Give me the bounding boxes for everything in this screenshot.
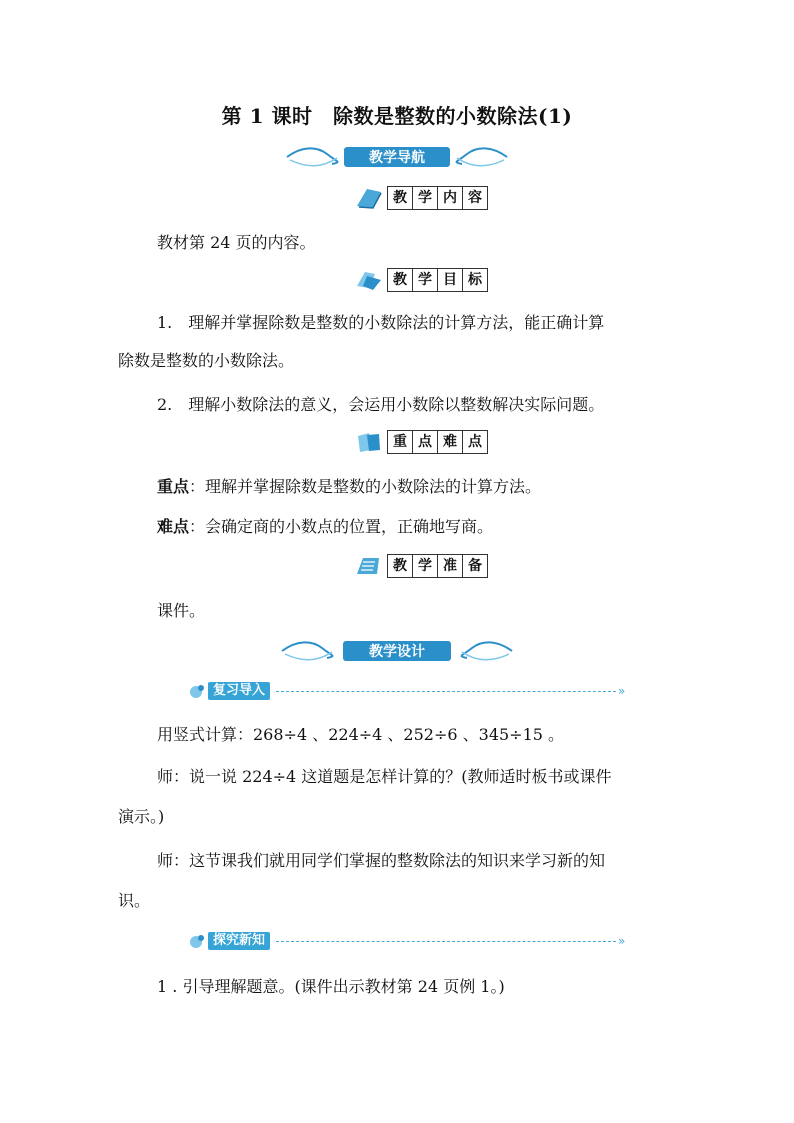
banner-design-label: 教学设计 xyxy=(369,644,425,660)
teacher-1-line-1: 师：说一说 224÷4 这道题是怎样计算的？(教师适时板书或课件 xyxy=(157,767,612,786)
key-label: 重点 xyxy=(157,477,190,496)
goal-1-line-2: 除数是整数的小数除法。 xyxy=(118,351,295,370)
pill-explore-label: 探究新知 xyxy=(208,932,270,950)
section-title-goals: 教 学 目 标 xyxy=(387,268,488,292)
section-header-prep xyxy=(355,554,488,578)
section-title-key: 重 点 难 点 xyxy=(387,430,488,454)
page-title: 第 1 课时 除数是整数的小数除法(1) xyxy=(221,104,573,128)
sparkle-icon xyxy=(186,932,208,950)
banner-scroll-icon xyxy=(282,142,512,172)
teacher-2-line-2: 识。 xyxy=(118,891,151,910)
book-icon xyxy=(355,186,383,210)
teacher-1-line-2: 演示。) xyxy=(118,807,165,826)
pill-review xyxy=(186,682,625,700)
difficulty-point xyxy=(157,512,493,542)
review-calc: 用竖式计算：268÷4 、224÷4 、252÷6 、345÷15 。 xyxy=(157,725,565,744)
double-chevron-icon: » xyxy=(618,934,626,948)
banner-scroll-icon xyxy=(277,636,517,666)
goal-1-line-1: 1. 理解并掌握除数是整数的小数除法的计算方法，能正确计算 xyxy=(157,313,605,332)
difficulty-text: ：会确定商的小数点的位置，正确地写商。 xyxy=(189,517,494,536)
section-header-goals xyxy=(355,268,488,292)
banner-nav-label: 教学导航 xyxy=(369,150,425,166)
section-header-content xyxy=(355,186,488,210)
prep-text: 课件。 xyxy=(157,601,206,620)
explore-step-1: 1 . 引导理解题意。(课件出示教材第 24 页例 1。) xyxy=(157,977,505,996)
teacher-2-line-1: 师：这节课我们就用同学们掌握的整数除法的知识来学习新的知 xyxy=(157,851,606,870)
key-point xyxy=(157,472,541,502)
divider xyxy=(276,941,616,942)
folder-icon xyxy=(355,554,383,578)
key-text: ：理解并掌握除数是整数的小数除法的计算方法。 xyxy=(189,477,542,496)
sparkle-icon xyxy=(186,682,208,700)
content-text: 教材第 24 页的内容。 xyxy=(157,233,316,252)
goal-2: 2. 理解小数除法的意义，会运用小数除以整数解决实际问题。 xyxy=(157,395,605,414)
section-header-key xyxy=(355,430,488,454)
double-chevron-icon: » xyxy=(618,684,626,698)
banner-teaching-design xyxy=(0,636,794,670)
difficulty-label: 难点 xyxy=(157,517,190,536)
pill-explore xyxy=(186,932,625,950)
section-title-prep: 教 学 准 备 xyxy=(387,554,488,578)
pill-review-label: 复习导入 xyxy=(208,682,270,700)
banner-teaching-nav xyxy=(0,142,794,176)
divider xyxy=(276,691,616,692)
section-title-content: 教 学 内 容 xyxy=(387,186,488,210)
target-icon xyxy=(355,268,383,292)
notebook-icon xyxy=(355,430,383,454)
